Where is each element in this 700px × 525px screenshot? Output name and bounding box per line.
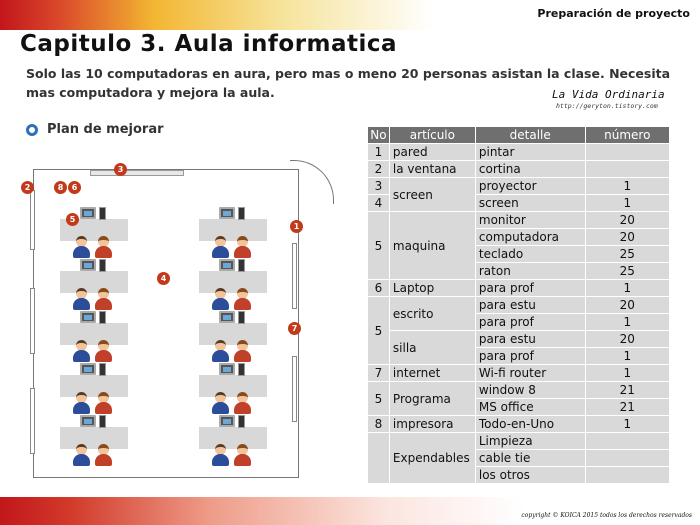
cell-detail: pintar	[475, 144, 585, 161]
right-window	[292, 243, 297, 309]
computer-monitor-icon	[219, 363, 235, 375]
marker-6: 6	[68, 181, 81, 194]
cell-no: 6	[368, 280, 390, 297]
improvement-plan-table	[367, 126, 670, 484]
cell-no: 5	[368, 212, 390, 280]
cell-no: 2	[368, 161, 390, 178]
table-row	[368, 212, 670, 229]
cell-detail: window 8	[475, 382, 585, 399]
bullet-icon	[26, 124, 38, 136]
cell-count: 20	[585, 229, 669, 246]
cell-count	[585, 467, 669, 484]
cell-detail: para estu	[475, 297, 585, 314]
left-window	[30, 388, 35, 454]
computer-monitor-icon	[219, 207, 235, 219]
table-row	[368, 382, 670, 399]
cell-no: 1	[368, 144, 390, 161]
cell-item: maquina	[389, 212, 475, 280]
cell-detail: cable tie	[475, 450, 585, 467]
cell-detail: raton	[475, 263, 585, 280]
student-female-icon	[94, 340, 112, 362]
table-row	[368, 178, 670, 195]
cell-detail: Limpieza	[475, 433, 585, 450]
left-window	[30, 190, 35, 250]
table-row	[368, 365, 670, 382]
cell-count	[585, 144, 669, 161]
cell-item: screen	[389, 178, 475, 212]
cell-count: 20	[585, 212, 669, 229]
blog-logo: La Vida Ordinaria	[552, 88, 665, 101]
table-row	[368, 433, 670, 450]
marker-8: 8	[54, 181, 67, 194]
door-arc	[290, 160, 334, 204]
table-row	[368, 297, 670, 314]
computer-monitor-icon	[80, 259, 96, 271]
student-female-icon	[94, 444, 112, 466]
student-male-icon	[211, 288, 229, 310]
computer-tower-icon	[99, 311, 106, 324]
cell-count: 1	[585, 365, 669, 382]
table-row	[368, 331, 670, 348]
cell-detail: para prof	[475, 314, 585, 331]
cell-detail: proyector	[475, 178, 585, 195]
header-title: Preparación de proyecto	[537, 7, 690, 20]
cell-item: escrito	[389, 297, 475, 331]
computer-monitor-icon	[80, 311, 96, 323]
student-male-icon	[72, 392, 90, 414]
cell-detail: cortina	[475, 161, 585, 178]
student-female-icon	[94, 288, 112, 310]
computer-monitor-icon	[219, 415, 235, 427]
marker-3: 3	[114, 163, 127, 176]
cell-count: 1	[585, 416, 669, 433]
section-heading: Plan de mejorar	[47, 122, 164, 137]
cell-detail: Wi-fi router	[475, 365, 585, 382]
computer-tower-icon	[238, 363, 245, 376]
header-item: artículo	[389, 127, 475, 144]
cell-item: Expendables	[389, 433, 475, 484]
student-female-icon	[233, 236, 251, 258]
computer-tower-icon	[238, 311, 245, 324]
computer-monitor-icon	[80, 363, 96, 375]
marker-2: 2	[21, 181, 34, 194]
table-header-row	[368, 127, 670, 144]
student-male-icon	[72, 444, 90, 466]
cell-detail: para prof	[475, 280, 585, 297]
computer-tower-icon	[238, 259, 245, 272]
cell-detail: para prof	[475, 348, 585, 365]
cell-detail: teclado	[475, 246, 585, 263]
footer-bar	[0, 497, 700, 525]
cell-count: 1	[585, 280, 669, 297]
student-male-icon	[72, 288, 90, 310]
computer-monitor-icon	[80, 207, 96, 219]
computer-tower-icon	[238, 415, 245, 428]
header-detail: detalle	[475, 127, 585, 144]
computer-monitor-icon	[80, 415, 96, 427]
student-female-icon	[233, 340, 251, 362]
table-row	[368, 144, 670, 161]
student-female-icon	[94, 236, 112, 258]
blog-url: http://geryton.tistory.com	[556, 102, 658, 110]
computer-tower-icon	[99, 207, 106, 220]
cell-item: pared	[389, 144, 475, 161]
student-male-icon	[211, 236, 229, 258]
table-row	[368, 280, 670, 297]
student-male-icon	[72, 236, 90, 258]
cell-detail: MS office	[475, 399, 585, 416]
cell-no: 3	[368, 178, 390, 195]
student-male-icon	[211, 340, 229, 362]
computer-tower-icon	[238, 207, 245, 220]
cell-count: 1	[585, 348, 669, 365]
student-male-icon	[211, 392, 229, 414]
cell-count: 25	[585, 246, 669, 263]
cell-item: impresora	[389, 416, 475, 433]
slide-subtitle: Solo las 10 computadoras en aura, pero mas o meno 20 personas asistan la clase. Necesita mas computadora y mejora la aula.	[26, 66, 671, 100]
cell-count	[585, 161, 669, 178]
cell-count	[585, 433, 669, 450]
cell-count: 1	[585, 314, 669, 331]
student-female-icon	[233, 392, 251, 414]
cell-item: Laptop	[389, 280, 475, 297]
cell-detail: Todo-en-Uno	[475, 416, 585, 433]
cell-detail: screen	[475, 195, 585, 212]
cell-no	[368, 433, 390, 484]
computer-monitor-icon	[219, 311, 235, 323]
cell-count: 21	[585, 399, 669, 416]
marker-7: 7	[288, 322, 301, 335]
cell-item: silla	[389, 331, 475, 365]
student-female-icon	[233, 288, 251, 310]
computer-monitor-icon	[219, 259, 235, 271]
cell-count: 20	[585, 331, 669, 348]
cell-detail: computadora	[475, 229, 585, 246]
copyright-text: copyright © KOICA 2015 todos los derechos reservados	[521, 512, 692, 519]
cell-detail: para estu	[475, 331, 585, 348]
student-female-icon	[233, 444, 251, 466]
header-count: número	[585, 127, 669, 144]
cell-item: Programa	[389, 382, 475, 416]
cell-item: la ventana	[389, 161, 475, 178]
cell-no: 8	[368, 416, 390, 433]
cell-no: 4	[368, 195, 390, 212]
cell-count: 25	[585, 263, 669, 280]
cell-count: 1	[585, 195, 669, 212]
student-male-icon	[72, 340, 90, 362]
marker-5: 5	[66, 213, 79, 226]
marker-4: 4	[157, 272, 170, 285]
table-row	[368, 416, 670, 433]
whiteboard	[90, 170, 184, 176]
student-female-icon	[94, 392, 112, 414]
cell-item: internet	[389, 365, 475, 382]
computer-tower-icon	[99, 363, 106, 376]
left-window	[30, 288, 35, 354]
cell-count	[585, 450, 669, 467]
cell-no: 5	[368, 382, 390, 416]
computer-tower-icon	[99, 415, 106, 428]
cell-count: 21	[585, 382, 669, 399]
cell-count: 1	[585, 178, 669, 195]
header-no: No	[368, 127, 390, 144]
cell-detail: los otros	[475, 467, 585, 484]
computer-tower-icon	[99, 259, 106, 272]
right-window	[292, 356, 297, 422]
cell-count: 20	[585, 297, 669, 314]
cell-no: 5	[368, 297, 390, 365]
marker-1: 1	[290, 220, 303, 233]
slide-title: Capitulo 3. Aula informatica	[20, 31, 398, 57]
student-male-icon	[211, 444, 229, 466]
cell-detail: monitor	[475, 212, 585, 229]
cell-no: 7	[368, 365, 390, 382]
table-row	[368, 161, 670, 178]
